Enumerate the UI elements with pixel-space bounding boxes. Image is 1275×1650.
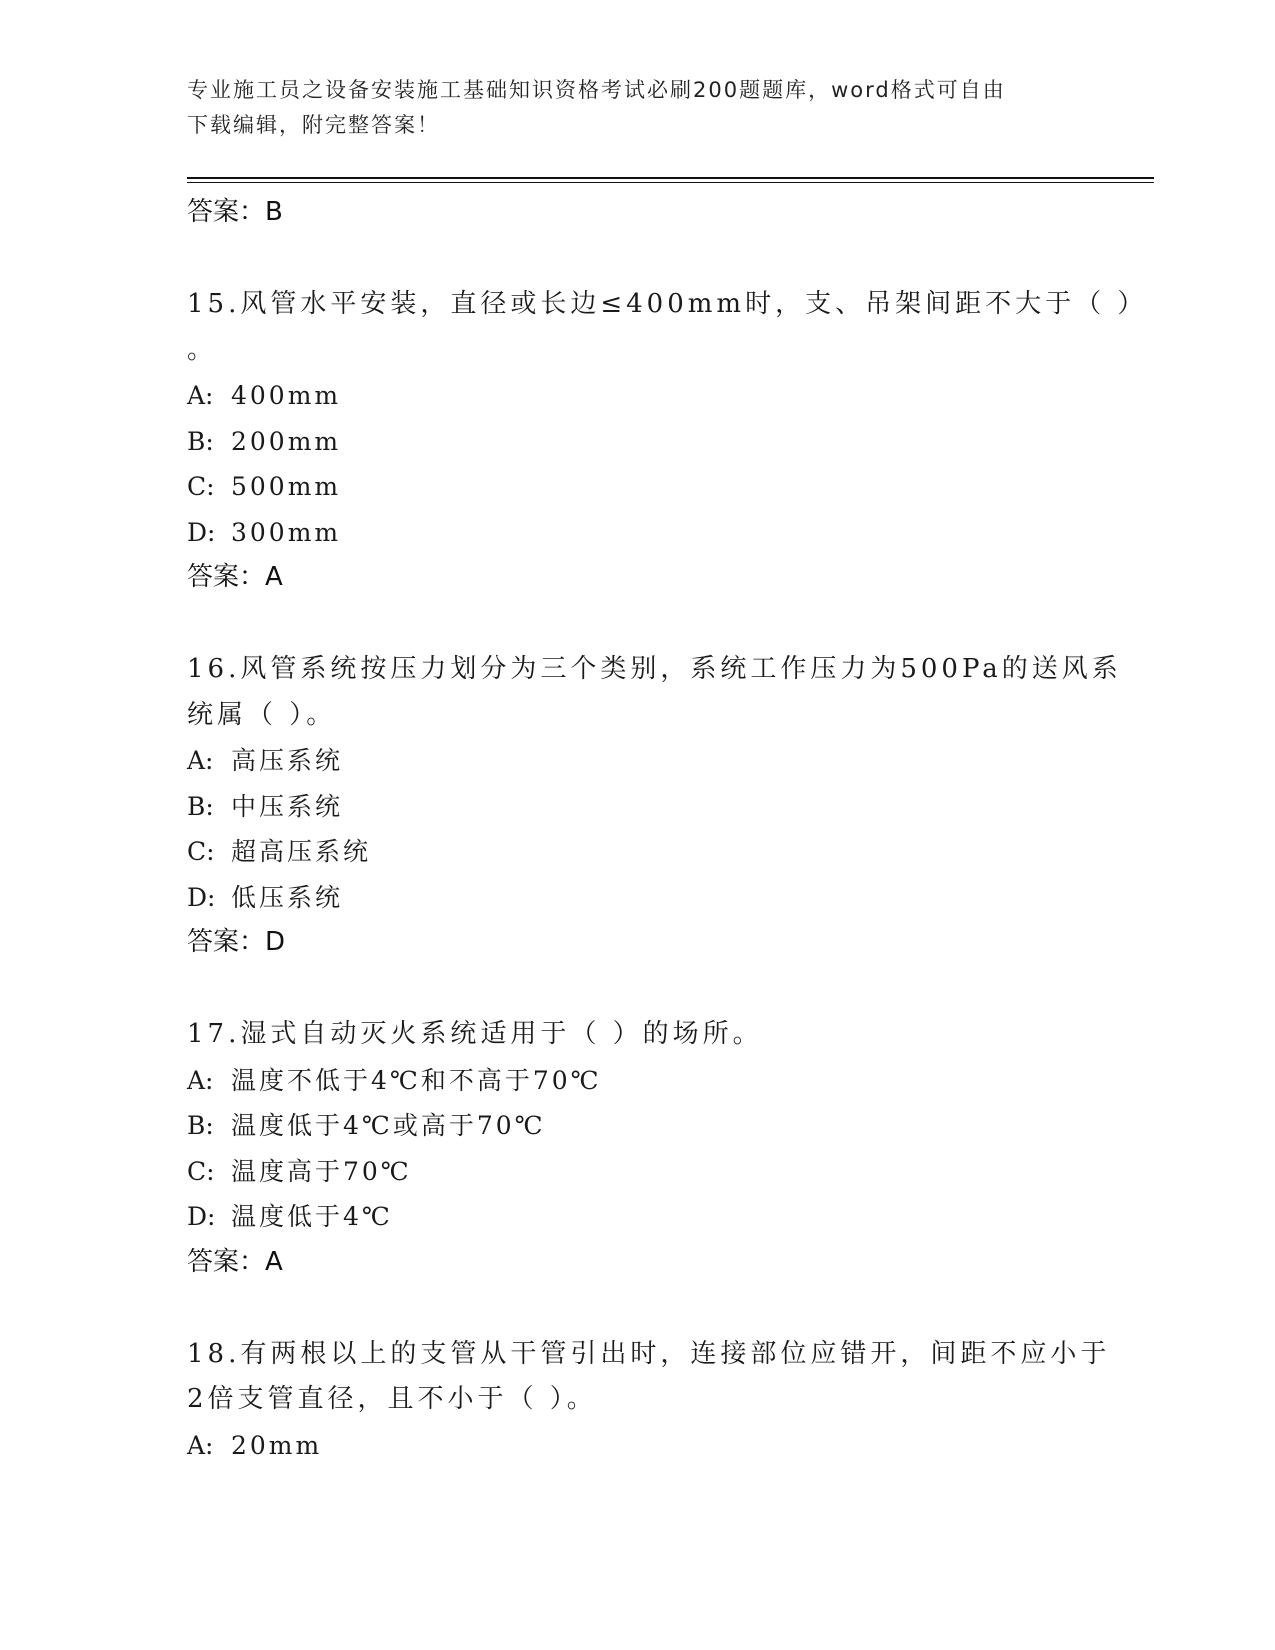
answer-label: 答案：D	[187, 927, 286, 957]
answer-label: 答案：A	[187, 1246, 283, 1277]
question-stem-line: 15.风管水平安装，直径或长边≤400mm时，支、吊架间距不大于（ ）	[187, 289, 1148, 319]
option-a	[187, 373, 1087, 419]
option-text: 200mm	[231, 426, 342, 456]
previous-answer: 答案：B	[187, 197, 283, 227]
option-b	[187, 784, 1087, 830]
option-text: 低压系统	[231, 882, 344, 912]
option-key: B:	[187, 426, 214, 456]
option-text: 500mm	[231, 472, 342, 501]
question-stem-line: 统属（ ）。	[187, 699, 337, 730]
option-key: D:	[187, 1202, 216, 1231]
option-key: C:	[187, 472, 215, 501]
question-stem-line: 。	[187, 334, 218, 365]
option-c	[187, 829, 1087, 875]
option-key: A:	[187, 1430, 214, 1460]
option-text: 400mm	[231, 381, 342, 410]
option-a	[187, 1058, 1087, 1104]
question-16	[187, 647, 1122, 965]
header-divider-thick	[187, 177, 1154, 179]
option-b	[187, 1103, 1087, 1149]
question-17	[187, 1012, 1087, 1285]
option-text: 20mm	[231, 1430, 323, 1460]
option-b	[187, 419, 1087, 465]
question-stem-line: 2倍支管直径，且不小于（ ）。	[187, 1384, 597, 1414]
option-key: A:	[187, 1065, 214, 1095]
option-a	[187, 738, 1087, 784]
option-text: 高压系统	[231, 746, 344, 775]
answer-label: 答案：A	[187, 562, 283, 592]
option-key: A:	[187, 381, 214, 410]
option-d	[187, 510, 1087, 556]
header-divider-thin	[187, 182, 1154, 183]
option-text: 中压系统	[231, 791, 344, 821]
header-line-1: 专业施工员之设备安装施工基础知识资格考试必刷200题题库，word格式可自由	[187, 78, 1006, 102]
option-c	[187, 1149, 1087, 1195]
question-stem-line: 16.风管系统按压力划分为三个类别，系统工作压力为500Pa的送风系	[187, 654, 1122, 684]
option-key: D:	[187, 517, 216, 547]
option-key: B:	[187, 1111, 214, 1140]
option-c	[187, 464, 1087, 510]
option-text: 温度高于70℃	[231, 1156, 412, 1186]
option-text: 温度低于4℃或高于70℃	[231, 1111, 546, 1140]
question-list	[187, 190, 1148, 1468]
option-key: C:	[187, 1156, 215, 1186]
option-text: 温度不低于4℃和不高于70℃	[231, 1065, 602, 1095]
option-key: D:	[187, 882, 216, 912]
option-text: 300mm	[231, 517, 342, 547]
question-stem-line: 18.有两根以上的支管从干管引出时，连接部位应错开，间距不应小于	[187, 1338, 1111, 1369]
document-header	[187, 73, 1067, 143]
question-18	[187, 1332, 1111, 1469]
option-d	[187, 1194, 1087, 1240]
question-15	[187, 282, 1148, 600]
option-key: B:	[187, 791, 214, 821]
option-a	[187, 1423, 1087, 1469]
option-text: 超高压系统	[231, 837, 372, 866]
option-text: 温度低于4℃	[231, 1202, 393, 1231]
option-key: A:	[187, 746, 214, 775]
option-d	[187, 875, 1087, 921]
header-line-2: 下载编辑，附完整答案！	[187, 113, 440, 137]
question-stem-line: 17.湿式自动灭火系统适用于（ ）的场所。	[187, 1019, 763, 1049]
option-key: C:	[187, 837, 215, 866]
